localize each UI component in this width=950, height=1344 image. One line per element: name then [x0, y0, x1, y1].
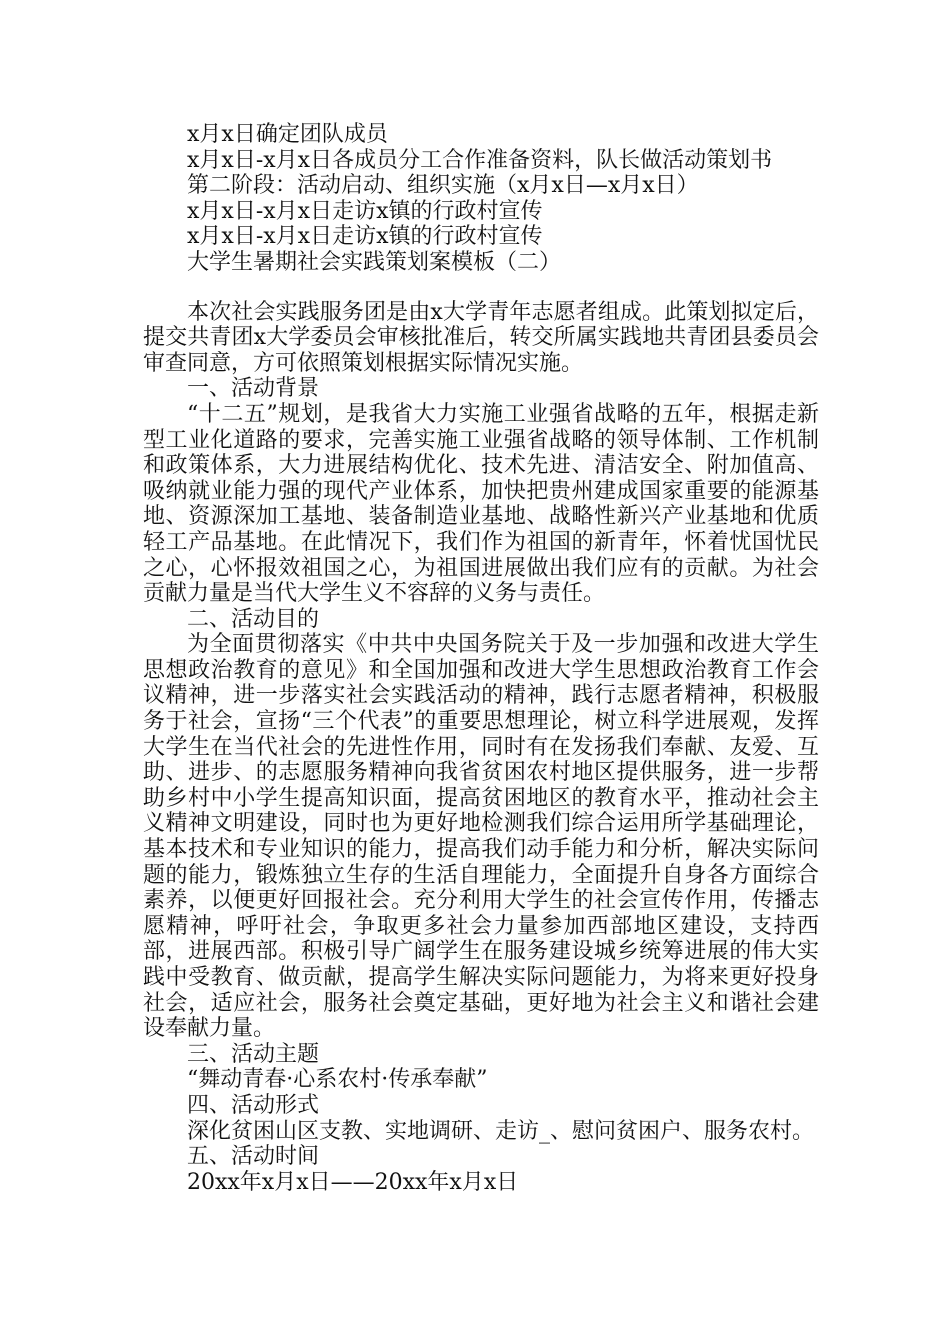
schedule-line: x月x日确定团队成员 — [187, 122, 388, 147]
purpose-paragraph: 为全面贯彻落实《中共中央国务院关于及一步加强和改进大学生思想政治教育的意见》和全国加强和改进大学生思想政治教育工作会议精神，进一步落实社会实践活动的精神，践行志愿者精神，积极服务于社会，宣扬“三个代表”的重要思想理论，树立科学进展观，发挥大学生在当代社会的先进性作用，同时有在发扬我们奉献、友爱、互助、进步、的志愿服务精神向我省贫困农村地区提供服务，进一步帮助乡村中小学生提高知识面，提高贫困地区的教育水平，推动社会主义精神文明建设，同时也为更好地检测我们综合运用所学基础理论，基本技术和专业知识的能力，提高我们动手能力和分析，解决实际问题的能力，锻炼独立生存的生活自理能力，全面提升自身各方面综合素养，以便更好回报社会。充分利用大学生的社会宣传作用，传播志愿精神，呼吁社会，争取更多社会力量参加西部地区建设，支持西部，进展西部。积极引导广阔学生在服务建设城乡统筹进展的伟大实践中受教育、做贡献，提高学生解决实际问题能力，为将来更好投身社会，适应社会，服务社会奠定基础，更好地为社会主义和谐社会建设奉献力量。 — [143, 632, 819, 1042]
section-heading-background: 一、活动背景 — [187, 376, 320, 402]
schedule-line: x月x日-x月x日走访x镇的行政村宣传 — [187, 224, 543, 250]
background-paragraph: “十二五”规划，是我省大力实施工业强省战略的五年，根据走新型工业化道路的要求，完善实施工业强省战略的领导体制、工作机制和政策体系，大力进展结构优化、技术先进、清洁安全、附加值高、吸纳就业能力强的现代产业体系，加快把贵州建成国家重要的能源基地、资源深加工基地、装备制造业基地、战略性新兴产业基地和优质轻工产品基地。在此情况下，我们作为祖国的新青年，怀着忧国忧民之心，心怀报效祖国之心，为祖国进展做出我们应有的贡献。为社会贡献力量是当代大学生义不容辞的义务与责任。 — [143, 401, 819, 607]
intro-paragraph: 本次社会实践服务团是由x大学青年志愿者组成。此策划拟定后，提交共青团x大学委员会审核批准后，转交所属实践地共青团县委员会审查同意，方可依照策划根据实际情况实施。 — [143, 299, 819, 376]
section-heading-purpose: 二、活动目的 — [187, 606, 320, 632]
form-text: 深化贫困山区支教、实地调研、走访_、慰问贫困户、服务农村。 — [187, 1118, 815, 1144]
time-text: 20xx年x月x日——20xx年x月x日 — [187, 1169, 519, 1195]
section-heading-time: 五、活动时间 — [187, 1144, 320, 1170]
schedule-line: x月x日-x月x日各成员分工合作准备资料，队长做活动策划书 — [187, 147, 773, 173]
stage-heading: 第二阶段：活动启动、组织实施（x月x日—x月x日） — [187, 173, 699, 199]
schedule-line: x月x日-x月x日走访x镇的行政村宣传 — [187, 198, 543, 224]
theme-text: “舞动青春·心系农村·传承奉献” — [187, 1067, 488, 1093]
template-title: 大学生暑期社会实践策划案模板（二） — [187, 249, 562, 275]
section-heading-theme: 三、活动主题 — [187, 1041, 320, 1067]
document-body — [143, 122, 819, 1195]
section-heading-form: 四、活动形式 — [187, 1092, 320, 1118]
